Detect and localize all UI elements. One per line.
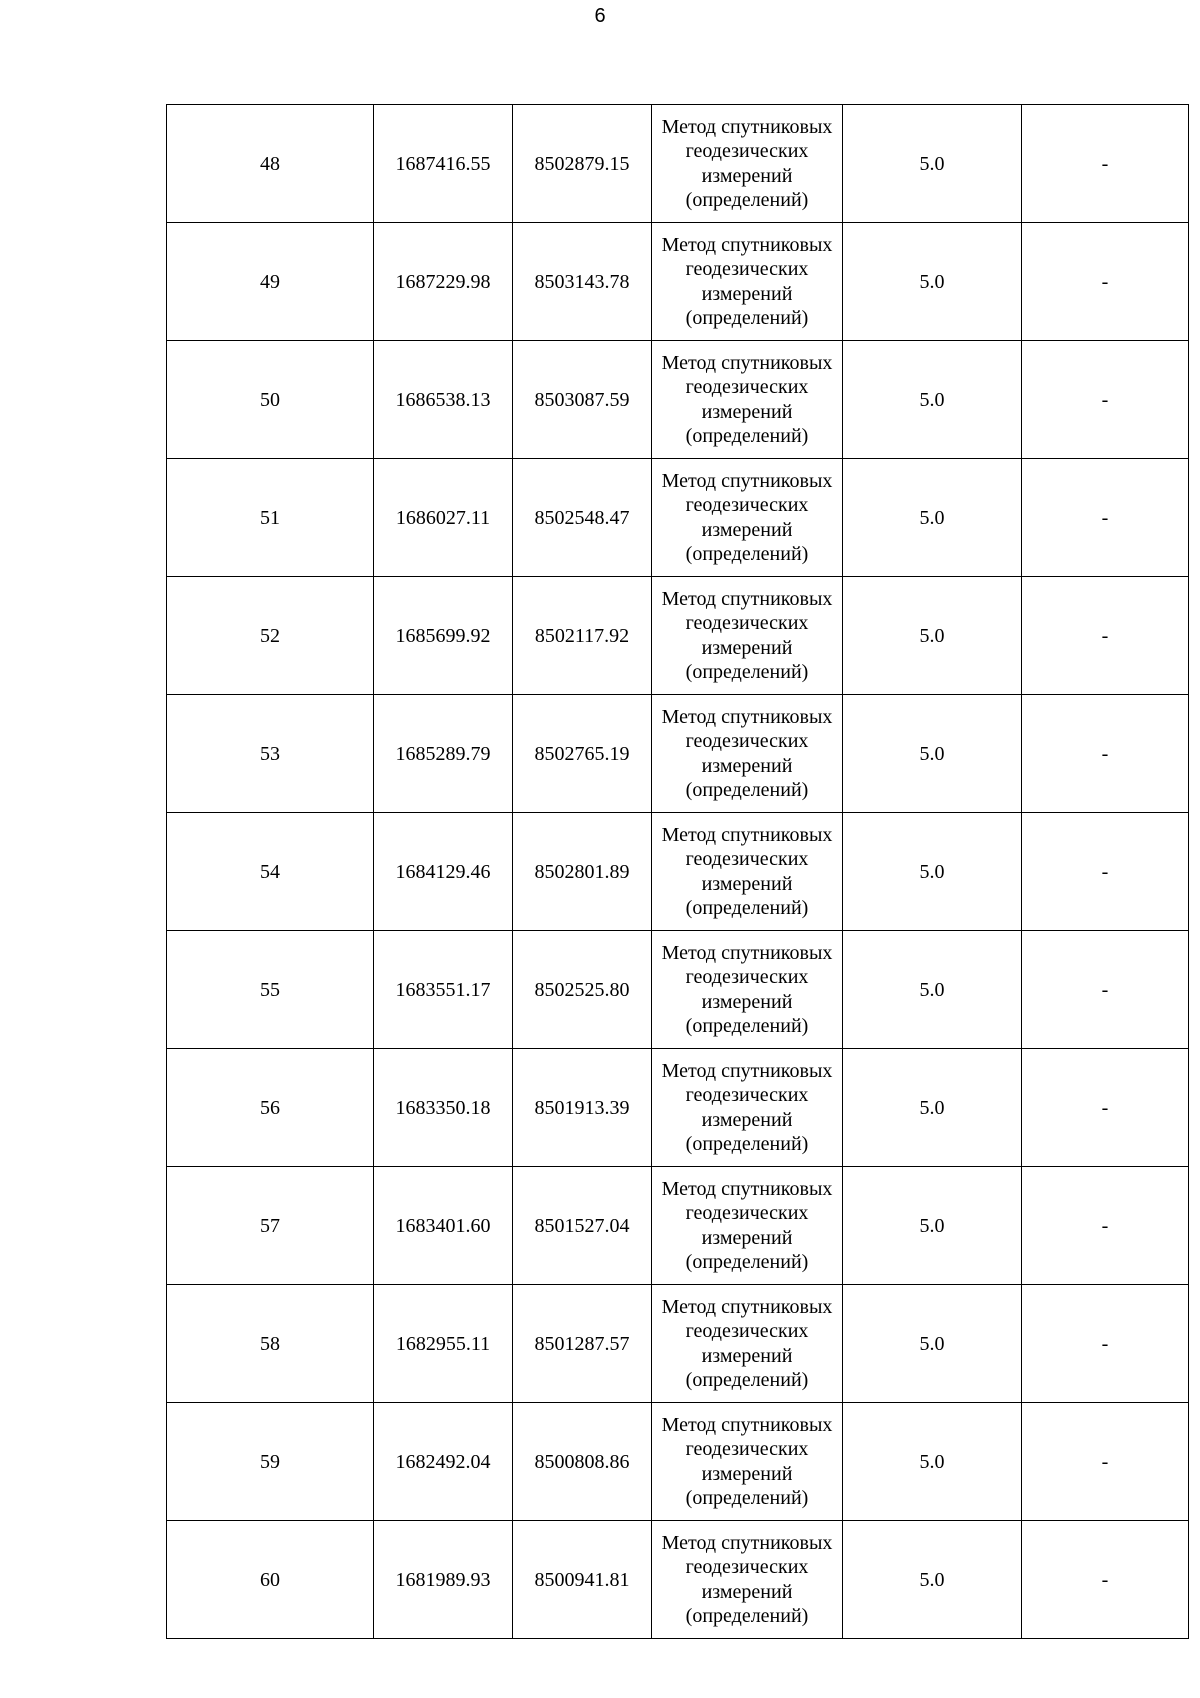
accuracy-cell: 5.0 xyxy=(843,695,1022,813)
method-line: Метод спутниковых xyxy=(661,587,833,610)
method-cell xyxy=(652,459,843,577)
coordinate-y-cell: 8501913.39 xyxy=(513,1049,652,1167)
table-row xyxy=(167,459,1189,577)
method-line: Метод спутниковых xyxy=(661,1531,833,1554)
coordinate-y-cell: 8503143.78 xyxy=(513,223,652,341)
method-cell xyxy=(652,813,843,931)
table-row xyxy=(167,1285,1189,1403)
method-line: Метод спутниковых xyxy=(661,115,833,138)
point-number-cell: 53 xyxy=(167,695,374,813)
accuracy-cell: 5.0 xyxy=(843,813,1022,931)
accuracy-cell: 5.0 xyxy=(843,1285,1022,1403)
table-row xyxy=(167,1521,1189,1639)
description-cell: - xyxy=(1022,577,1189,695)
method-line: измерений xyxy=(701,400,793,423)
coordinate-x-cell: 1683551.17 xyxy=(374,931,513,1049)
coordinates-table-body xyxy=(167,105,1189,1639)
accuracy-cell: 5.0 xyxy=(843,341,1022,459)
method-line: (определений) xyxy=(685,661,809,683)
coordinate-x-cell: 1685289.79 xyxy=(374,695,513,813)
coordinate-y-cell: 8501527.04 xyxy=(513,1167,652,1285)
method-cell xyxy=(652,1521,843,1639)
point-number-cell: 59 xyxy=(167,1403,374,1521)
point-number-cell: 60 xyxy=(167,1521,374,1639)
description-cell: - xyxy=(1022,813,1189,931)
method-line: (определений) xyxy=(685,543,809,565)
method-line: (определений) xyxy=(685,1487,809,1509)
accuracy-cell: 5.0 xyxy=(843,459,1022,577)
method-line: геодезических xyxy=(685,494,809,516)
description-cell: - xyxy=(1022,931,1189,1049)
method-line: (определений) xyxy=(685,779,809,801)
coordinate-y-cell: 8501287.57 xyxy=(513,1285,652,1403)
method-line: Метод спутниковых xyxy=(661,823,833,846)
method-cell xyxy=(652,931,843,1049)
method-line: геодезических xyxy=(685,730,809,752)
method-line: измерений xyxy=(701,1226,793,1249)
method-line: измерений xyxy=(701,636,793,659)
method-line: измерений xyxy=(701,872,793,895)
method-line: геодезических xyxy=(685,1084,809,1106)
method-line: измерений xyxy=(701,1344,793,1367)
coordinate-x-cell: 1687416.55 xyxy=(374,105,513,223)
coordinate-y-cell: 8503087.59 xyxy=(513,341,652,459)
method-line: геодезических xyxy=(685,1320,809,1342)
method-line: измерений xyxy=(701,1462,793,1485)
coordinate-x-cell: 1683350.18 xyxy=(374,1049,513,1167)
coordinate-y-cell: 8502117.92 xyxy=(513,577,652,695)
method-line: (определений) xyxy=(685,425,809,447)
method-line: измерений xyxy=(701,164,793,187)
method-line: геодезических xyxy=(685,376,809,398)
method-line: (определений) xyxy=(685,307,809,329)
method-line: измерений xyxy=(701,282,793,305)
table-row xyxy=(167,695,1189,813)
point-number-cell: 58 xyxy=(167,1285,374,1403)
coordinates-table xyxy=(166,104,1189,1639)
method-line: геодезических xyxy=(685,1438,809,1460)
method-line: Метод спутниковых xyxy=(661,233,833,256)
method-cell xyxy=(652,1403,843,1521)
description-cell: - xyxy=(1022,1285,1189,1403)
method-line: Метод спутниковых xyxy=(661,941,833,964)
method-line: (определений) xyxy=(685,1369,809,1391)
coordinate-y-cell: 8502879.15 xyxy=(513,105,652,223)
method-cell xyxy=(652,223,843,341)
method-line: измерений xyxy=(701,1108,793,1131)
point-number-cell: 51 xyxy=(167,459,374,577)
table-row xyxy=(167,1167,1189,1285)
method-line: (определений) xyxy=(685,1251,809,1273)
table-row xyxy=(167,1403,1189,1521)
method-line: Метод спутниковых xyxy=(661,469,833,492)
method-line: Метод спутниковых xyxy=(661,1059,833,1082)
method-line: Метод спутниковых xyxy=(661,351,833,374)
coordinate-x-cell: 1684129.46 xyxy=(374,813,513,931)
method-line: (определений) xyxy=(685,1015,809,1037)
method-cell xyxy=(652,1285,843,1403)
method-line: измерений xyxy=(701,990,793,1013)
description-cell: - xyxy=(1022,1403,1189,1521)
description-cell: - xyxy=(1022,1049,1189,1167)
method-cell xyxy=(652,695,843,813)
description-cell: - xyxy=(1022,1521,1189,1639)
description-cell: - xyxy=(1022,695,1189,813)
method-line: Метод спутниковых xyxy=(661,1295,833,1318)
method-line: (определений) xyxy=(685,189,809,211)
coordinate-y-cell: 8500808.86 xyxy=(513,1403,652,1521)
point-number-cell: 56 xyxy=(167,1049,374,1167)
accuracy-cell: 5.0 xyxy=(843,577,1022,695)
point-number-cell: 54 xyxy=(167,813,374,931)
accuracy-cell: 5.0 xyxy=(843,931,1022,1049)
method-line: измерений xyxy=(701,754,793,777)
point-number-cell: 55 xyxy=(167,931,374,1049)
description-cell: - xyxy=(1022,341,1189,459)
method-line: геодезических xyxy=(685,848,809,870)
accuracy-cell: 5.0 xyxy=(843,1403,1022,1521)
coordinate-y-cell: 8502548.47 xyxy=(513,459,652,577)
point-number-cell: 50 xyxy=(167,341,374,459)
table-row xyxy=(167,105,1189,223)
method-cell xyxy=(652,577,843,695)
description-cell: - xyxy=(1022,223,1189,341)
method-line: геодезических xyxy=(685,612,809,634)
table-row xyxy=(167,1049,1189,1167)
table-row xyxy=(167,813,1189,931)
point-number-cell: 48 xyxy=(167,105,374,223)
method-line: геодезических xyxy=(685,1202,809,1224)
accuracy-cell: 5.0 xyxy=(843,1049,1022,1167)
coordinate-x-cell: 1681989.93 xyxy=(374,1521,513,1639)
coordinate-x-cell: 1682955.11 xyxy=(374,1285,513,1403)
coordinate-x-cell: 1682492.04 xyxy=(374,1403,513,1521)
method-line: геодезических xyxy=(685,966,809,988)
point-number-cell: 52 xyxy=(167,577,374,695)
point-number-cell: 57 xyxy=(167,1167,374,1285)
method-line: измерений xyxy=(701,1580,793,1603)
method-line: геодезических xyxy=(685,1556,809,1578)
method-line: (определений) xyxy=(685,897,809,919)
coordinate-y-cell: 8502765.19 xyxy=(513,695,652,813)
method-cell xyxy=(652,1167,843,1285)
page-number: 6 xyxy=(594,5,606,27)
method-line: Метод спутниковых xyxy=(661,1177,833,1200)
method-line: Метод спутниковых xyxy=(661,705,833,728)
accuracy-cell: 5.0 xyxy=(843,223,1022,341)
coordinate-x-cell: 1686027.11 xyxy=(374,459,513,577)
description-cell: - xyxy=(1022,459,1189,577)
method-line: геодезических xyxy=(685,258,809,280)
table-row xyxy=(167,341,1189,459)
method-line: геодезических xyxy=(685,140,809,162)
method-cell xyxy=(652,341,843,459)
coordinate-x-cell: 1683401.60 xyxy=(374,1167,513,1285)
table-row xyxy=(167,223,1189,341)
coordinate-x-cell: 1687229.98 xyxy=(374,223,513,341)
coordinate-y-cell: 8500941.81 xyxy=(513,1521,652,1639)
table-row xyxy=(167,931,1189,1049)
coordinate-x-cell: 1685699.92 xyxy=(374,577,513,695)
table-row xyxy=(167,577,1189,695)
method-line: (определений) xyxy=(685,1133,809,1155)
coordinate-x-cell: 1686538.13 xyxy=(374,341,513,459)
coordinate-y-cell: 8502525.80 xyxy=(513,931,652,1049)
accuracy-cell: 5.0 xyxy=(843,105,1022,223)
method-line: (определений) xyxy=(685,1605,809,1627)
method-cell xyxy=(652,105,843,223)
point-number-cell: 49 xyxy=(167,223,374,341)
method-cell xyxy=(652,1049,843,1167)
description-cell: - xyxy=(1022,105,1189,223)
accuracy-cell: 5.0 xyxy=(843,1521,1022,1639)
coordinate-y-cell: 8502801.89 xyxy=(513,813,652,931)
method-line: измерений xyxy=(701,518,793,541)
description-cell: - xyxy=(1022,1167,1189,1285)
accuracy-cell: 5.0 xyxy=(843,1167,1022,1285)
method-line: Метод спутниковых xyxy=(661,1413,833,1436)
